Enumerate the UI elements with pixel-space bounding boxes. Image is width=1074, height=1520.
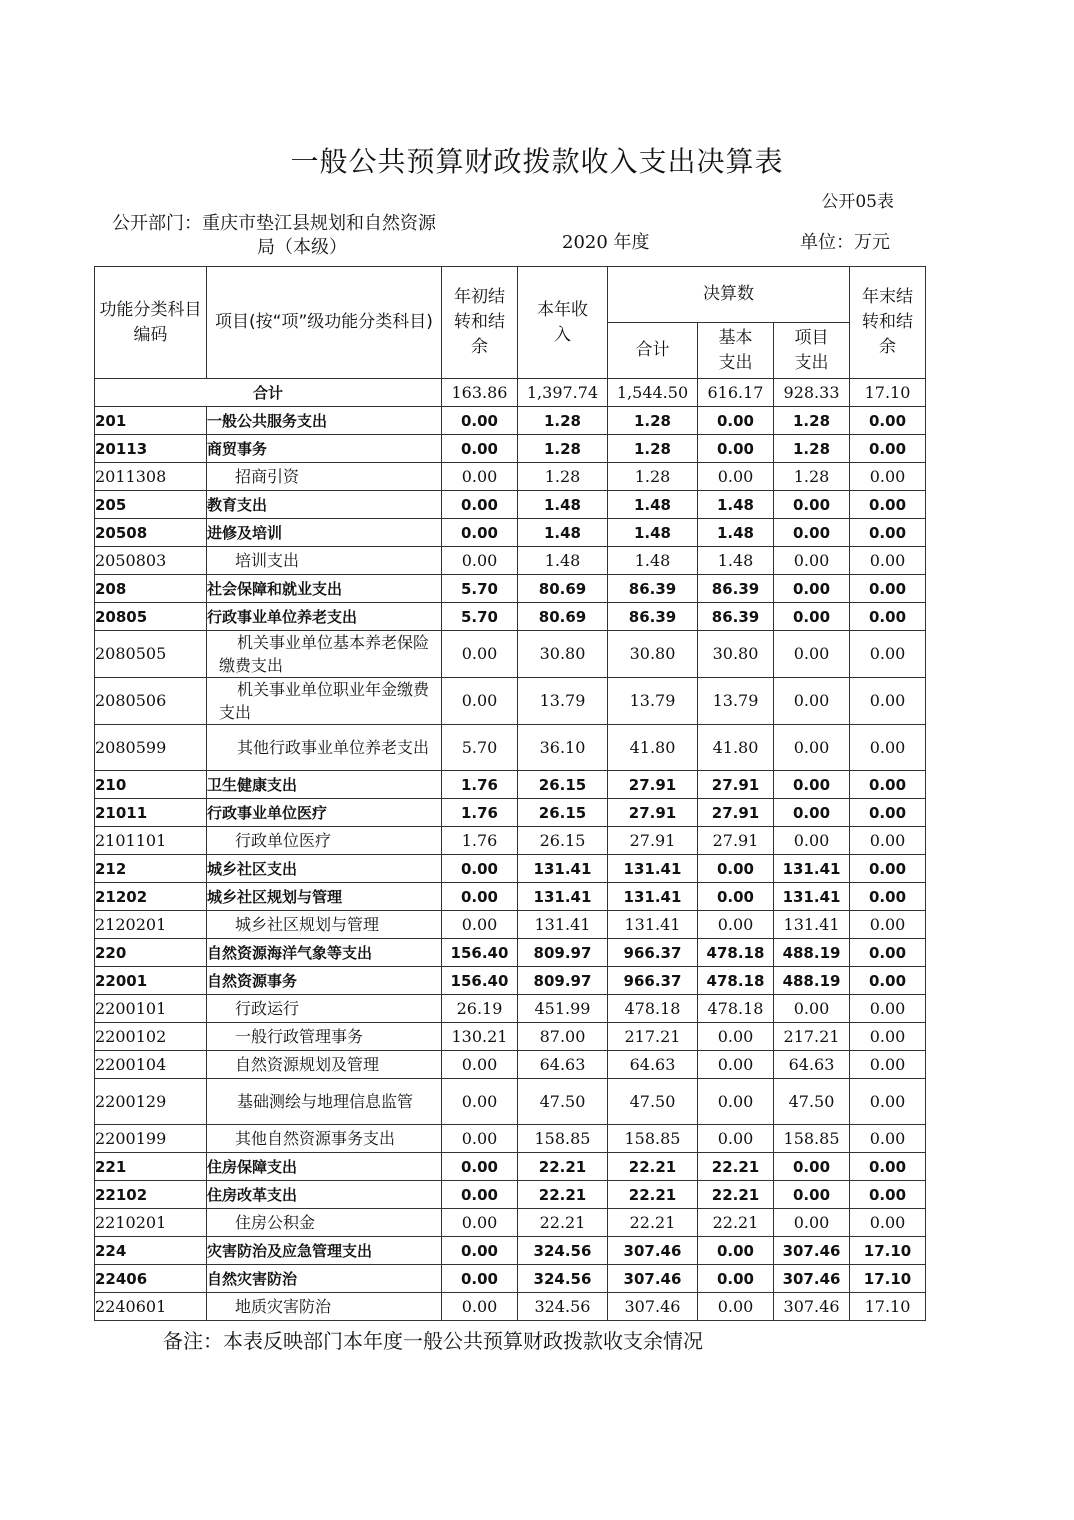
- row-name: 基础测绘与地理信息监管: [207, 1079, 442, 1125]
- row-value: 17.10: [850, 1265, 926, 1293]
- row-value: 1.28: [774, 407, 850, 435]
- row-value: 0.00: [442, 1125, 518, 1153]
- table-row: [95, 678, 926, 725]
- row-name: 行政运行: [207, 995, 442, 1023]
- row-value: 307.46: [608, 1237, 698, 1265]
- row-value: 0.00: [774, 771, 850, 799]
- row-code: 2080506: [95, 678, 207, 725]
- row-value: 0.00: [850, 1181, 926, 1209]
- row-value: 0.00: [698, 1125, 774, 1153]
- row-value: 1.76: [442, 827, 518, 855]
- header-income: 本年收入: [518, 267, 608, 379]
- row-value: 86.39: [608, 603, 698, 631]
- row-value: 307.46: [774, 1265, 850, 1293]
- header-name: 项目(按“项”级功能分类科目): [207, 267, 442, 379]
- row-value: 0.00: [850, 575, 926, 603]
- row-value: 0.00: [442, 1265, 518, 1293]
- fiscal-year: 2020 年度: [562, 232, 650, 253]
- row-value: 0.00: [698, 1265, 774, 1293]
- header-final-accounts: 决算数: [608, 267, 850, 323]
- row-value: 86.39: [608, 575, 698, 603]
- row-value: 0.00: [442, 1153, 518, 1181]
- row-name: 其他自然资源事务支出: [207, 1125, 442, 1153]
- row-code: 2101101: [95, 827, 207, 855]
- row-value: 1.28: [608, 463, 698, 491]
- row-value: 0.00: [442, 1237, 518, 1265]
- row-value: 324.56: [518, 1293, 608, 1321]
- row-value: 1.28: [608, 407, 698, 435]
- row-value: 0.00: [850, 995, 926, 1023]
- row-value: 131.41: [518, 883, 608, 911]
- row-value: 80.69: [518, 575, 608, 603]
- row-value: 0.00: [442, 1209, 518, 1237]
- table-row: [95, 1293, 926, 1321]
- row-code: 221: [95, 1153, 207, 1181]
- row-name: 自然资源规划及管理: [207, 1051, 442, 1079]
- row-value: 966.37: [608, 939, 698, 967]
- table-row: [95, 995, 926, 1023]
- row-value: 0.00: [850, 1153, 926, 1181]
- row-value: 156.40: [442, 967, 518, 995]
- row-value: 0.00: [442, 463, 518, 491]
- row-value: 0.00: [850, 463, 926, 491]
- table-row: [95, 725, 926, 771]
- row-name: 培训支出: [207, 547, 442, 575]
- row-name: 城乡社区规划与管理: [207, 911, 442, 939]
- row-value: 0.00: [850, 771, 926, 799]
- page-title: 一般公共预算财政拨款收入支出决算表: [290, 145, 784, 178]
- row-code: 2200104: [95, 1051, 207, 1079]
- row-value: 27.91: [698, 799, 774, 827]
- row-value: 30.80: [518, 631, 608, 678]
- row-code: 208: [95, 575, 207, 603]
- row-value: 0.00: [442, 519, 518, 547]
- row-code: 22406: [95, 1265, 207, 1293]
- row-name: 行政事业单位医疗: [207, 799, 442, 827]
- row-code: 21011: [95, 799, 207, 827]
- row-value: 1.48: [608, 491, 698, 519]
- row-value: 478.18: [698, 995, 774, 1023]
- row-value: 488.19: [774, 967, 850, 995]
- row-code: 2011308: [95, 463, 207, 491]
- row-name: 机关事业单位职业年金缴费支出: [207, 678, 442, 725]
- table-row: [95, 939, 926, 967]
- total-label: 合计: [95, 379, 442, 407]
- row-value: 47.50: [518, 1079, 608, 1125]
- row-value: 130.21: [442, 1023, 518, 1051]
- row-name: 卫生健康支出: [207, 771, 442, 799]
- row-value: 0.00: [442, 883, 518, 911]
- row-value: 809.97: [518, 967, 608, 995]
- row-code: 210: [95, 771, 207, 799]
- row-value: 131.41: [774, 883, 850, 911]
- row-value: 22.21: [518, 1181, 608, 1209]
- table-row: [95, 799, 926, 827]
- row-value: 0.00: [442, 855, 518, 883]
- department-label: [112, 212, 512, 260]
- row-value: 0.00: [850, 911, 926, 939]
- row-value: 26.15: [518, 827, 608, 855]
- table-row: [95, 407, 926, 435]
- row-value: 0.00: [850, 678, 926, 725]
- row-value: 0.00: [774, 1209, 850, 1237]
- table-row: [95, 1051, 926, 1079]
- table-row: [95, 435, 926, 463]
- row-value: 0.00: [442, 1293, 518, 1321]
- header-code: 功能分类科目编码: [95, 267, 207, 379]
- row-value: 158.85: [608, 1125, 698, 1153]
- row-value: 0.00: [850, 435, 926, 463]
- row-value: 0.00: [774, 603, 850, 631]
- row-value: 0.00: [850, 725, 926, 771]
- row-code: 2200101: [95, 995, 207, 1023]
- row-value: 22.21: [608, 1181, 698, 1209]
- row-name: 行政单位医疗: [207, 827, 442, 855]
- row-code: 20508: [95, 519, 207, 547]
- row-value: 0.00: [850, 855, 926, 883]
- row-value: 0.00: [698, 1237, 774, 1265]
- row-value: 0.00: [442, 547, 518, 575]
- row-value: 131.41: [518, 855, 608, 883]
- row-name: 灾害防治及应急管理支出: [207, 1237, 442, 1265]
- row-value: 1.28: [518, 407, 608, 435]
- row-value: 0.00: [850, 1051, 926, 1079]
- row-value: 0.00: [442, 631, 518, 678]
- row-value: 27.91: [608, 827, 698, 855]
- row-value: 86.39: [698, 603, 774, 631]
- row-value: 0.00: [850, 1125, 926, 1153]
- row-value: 158.85: [518, 1125, 608, 1153]
- row-value: 22.21: [698, 1209, 774, 1237]
- row-value: 307.46: [774, 1237, 850, 1265]
- row-code: 201: [95, 407, 207, 435]
- row-name: 自然资源事务: [207, 967, 442, 995]
- table-row: [95, 855, 926, 883]
- row-value: 26.19: [442, 995, 518, 1023]
- row-value: 0.00: [698, 911, 774, 939]
- row-value: 0.00: [850, 631, 926, 678]
- row-name: 地质灾害防治: [207, 1293, 442, 1321]
- table-row: [95, 1181, 926, 1209]
- row-name: 社会保障和就业支出: [207, 575, 442, 603]
- row-value: 0.00: [850, 939, 926, 967]
- row-value: 131.41: [518, 911, 608, 939]
- row-value: 1.76: [442, 771, 518, 799]
- row-value: 0.00: [850, 603, 926, 631]
- table-row: [95, 575, 926, 603]
- table-row: [95, 1125, 926, 1153]
- row-value: 0.00: [698, 1293, 774, 1321]
- row-value: 0.00: [774, 995, 850, 1023]
- row-value: 966.37: [608, 967, 698, 995]
- form-number: 公开05表: [821, 192, 894, 212]
- total-cell: 928.33: [774, 379, 850, 407]
- row-value: 0.00: [850, 883, 926, 911]
- row-value: 1.48: [608, 519, 698, 547]
- row-value: 0.00: [442, 678, 518, 725]
- row-code: 2080599: [95, 725, 207, 771]
- row-code: 22102: [95, 1181, 207, 1209]
- total-cell: 616.17: [698, 379, 774, 407]
- row-value: 0.00: [698, 1023, 774, 1051]
- row-value: 156.40: [442, 939, 518, 967]
- row-value: 47.50: [608, 1079, 698, 1125]
- row-name: 一般行政管理事务: [207, 1023, 442, 1051]
- row-value: 131.41: [774, 855, 850, 883]
- row-value: 0.00: [774, 725, 850, 771]
- total-row: [95, 379, 926, 407]
- total-cell: 1,397.74: [518, 379, 608, 407]
- row-code: 212: [95, 855, 207, 883]
- total-cell: 163.86: [442, 379, 518, 407]
- row-value: 1.48: [518, 491, 608, 519]
- row-value: 0.00: [442, 911, 518, 939]
- row-value: 0.00: [442, 1051, 518, 1079]
- row-value: 27.91: [608, 771, 698, 799]
- row-value: 27.91: [698, 827, 774, 855]
- row-value: 22.21: [518, 1153, 608, 1181]
- table-row: [95, 491, 926, 519]
- row-value: 478.18: [698, 939, 774, 967]
- table-row: [95, 967, 926, 995]
- row-value: 47.50: [774, 1079, 850, 1125]
- row-code: 2200129: [95, 1079, 207, 1125]
- row-value: 131.41: [608, 855, 698, 883]
- header-project: 项目支出: [774, 323, 850, 379]
- row-value: 0.00: [698, 855, 774, 883]
- row-name: 机关事业单位基本养老保险缴费支出: [207, 631, 442, 678]
- row-value: 64.63: [518, 1051, 608, 1079]
- row-name: 自然资源海洋气象等支出: [207, 939, 442, 967]
- row-value: 41.80: [698, 725, 774, 771]
- row-code: 22001: [95, 967, 207, 995]
- row-value: 13.79: [608, 678, 698, 725]
- row-value: 13.79: [518, 678, 608, 725]
- row-value: 27.91: [698, 771, 774, 799]
- row-value: 0.00: [850, 491, 926, 519]
- row-code: 20805: [95, 603, 207, 631]
- header-end-balance: 年末结转和结余: [850, 267, 926, 379]
- row-value: 307.46: [774, 1293, 850, 1321]
- total-cell: 17.10: [850, 379, 926, 407]
- row-value: 488.19: [774, 939, 850, 967]
- department-label-line2: 局（本级）: [257, 237, 347, 258]
- row-value: 0.00: [774, 827, 850, 855]
- row-value: 0.00: [774, 678, 850, 725]
- row-value: 0.00: [442, 407, 518, 435]
- row-value: 0.00: [774, 1181, 850, 1209]
- row-value: 26.15: [518, 771, 608, 799]
- row-value: 0.00: [698, 883, 774, 911]
- row-value: 1.28: [518, 463, 608, 491]
- row-code: 2120201: [95, 911, 207, 939]
- row-value: 1.28: [608, 435, 698, 463]
- row-value: 0.00: [774, 519, 850, 547]
- row-value: 5.70: [442, 603, 518, 631]
- row-value: 30.80: [698, 631, 774, 678]
- department-label-line1: 公开部门：重庆市垫江县规划和自然资源: [112, 213, 436, 234]
- row-code: 20113: [95, 435, 207, 463]
- table-row: [95, 547, 926, 575]
- row-value: 158.85: [774, 1125, 850, 1153]
- row-value: 0.00: [774, 631, 850, 678]
- table-row: [95, 1209, 926, 1237]
- row-value: 22.21: [608, 1209, 698, 1237]
- row-code: 2050803: [95, 547, 207, 575]
- row-value: 41.80: [608, 725, 698, 771]
- row-value: 5.70: [442, 575, 518, 603]
- row-name: 其他行政事业单位养老支出: [207, 725, 442, 771]
- report-meta: [112, 212, 912, 268]
- row-value: 1.48: [518, 547, 608, 575]
- row-value: 22.21: [698, 1181, 774, 1209]
- row-value: 17.10: [850, 1293, 926, 1321]
- row-code: 21202: [95, 883, 207, 911]
- row-value: 0.00: [850, 799, 926, 827]
- table-row: [95, 911, 926, 939]
- row-name: 住房保障支出: [207, 1153, 442, 1181]
- row-value: 131.41: [608, 911, 698, 939]
- row-value: 22.21: [608, 1153, 698, 1181]
- row-value: 1.28: [518, 435, 608, 463]
- row-code: 2200199: [95, 1125, 207, 1153]
- row-code: 2200102: [95, 1023, 207, 1051]
- row-value: 0.00: [698, 1051, 774, 1079]
- row-value: 1.48: [698, 491, 774, 519]
- row-value: 80.69: [518, 603, 608, 631]
- row-value: 86.39: [698, 575, 774, 603]
- table-row: [95, 1079, 926, 1125]
- row-value: 1.28: [774, 463, 850, 491]
- row-value: 64.63: [608, 1051, 698, 1079]
- footnote: 备注：本表反映部门本年度一般公共预算财政拨款收支余情况: [163, 1329, 703, 1353]
- table-row: [95, 1023, 926, 1051]
- row-value: 0.00: [442, 435, 518, 463]
- row-value: 478.18: [698, 967, 774, 995]
- row-value: 0.00: [850, 547, 926, 575]
- row-value: 0.00: [698, 463, 774, 491]
- row-value: 0.00: [850, 967, 926, 995]
- currency-unit: 单位：万元: [800, 232, 890, 253]
- row-value: 0.00: [850, 1023, 926, 1051]
- row-value: 1.48: [698, 519, 774, 547]
- row-name: 自然灾害防治: [207, 1265, 442, 1293]
- row-name: 住房改革支出: [207, 1181, 442, 1209]
- row-name: 教育支出: [207, 491, 442, 519]
- row-value: 0.00: [850, 407, 926, 435]
- row-value: 0.00: [850, 1209, 926, 1237]
- row-code: 205: [95, 491, 207, 519]
- row-code: 2210201: [95, 1209, 207, 1237]
- table-row: [95, 827, 926, 855]
- row-value: 0.00: [698, 1079, 774, 1125]
- table-row: [95, 1265, 926, 1293]
- row-value: 0.00: [774, 799, 850, 827]
- row-value: 22.21: [698, 1153, 774, 1181]
- total-cell: 1,544.50: [608, 379, 698, 407]
- row-value: 809.97: [518, 939, 608, 967]
- row-value: 0.00: [850, 827, 926, 855]
- row-code: 2080505: [95, 631, 207, 678]
- row-value: 131.41: [774, 911, 850, 939]
- row-value: 1.48: [698, 547, 774, 575]
- row-name: 城乡社区规划与管理: [207, 883, 442, 911]
- row-value: 1.28: [774, 435, 850, 463]
- row-value: 217.21: [608, 1023, 698, 1051]
- row-value: 87.00: [518, 1023, 608, 1051]
- table-row: [95, 463, 926, 491]
- budget-table: [94, 266, 926, 1321]
- row-value: 0.00: [774, 575, 850, 603]
- row-name: 一般公共服务支出: [207, 407, 442, 435]
- row-value: 0.00: [850, 519, 926, 547]
- row-value: 0.00: [442, 491, 518, 519]
- row-name: 商贸事务: [207, 435, 442, 463]
- row-value: 0.00: [774, 547, 850, 575]
- row-value: 0.00: [442, 1079, 518, 1125]
- row-name: 行政事业单位养老支出: [207, 603, 442, 631]
- row-name: 住房公积金: [207, 1209, 442, 1237]
- row-value: 307.46: [608, 1293, 698, 1321]
- table-body: [95, 379, 926, 1321]
- row-code: 220: [95, 939, 207, 967]
- row-value: 36.10: [518, 725, 608, 771]
- row-value: 0.00: [774, 1153, 850, 1181]
- table-row: [95, 631, 926, 678]
- row-value: 451.99: [518, 995, 608, 1023]
- row-value: 0.00: [442, 1181, 518, 1209]
- row-value: 0.00: [774, 491, 850, 519]
- row-value: 64.63: [774, 1051, 850, 1079]
- table-row: [95, 771, 926, 799]
- row-value: 13.79: [698, 678, 774, 725]
- row-value: 0.00: [698, 435, 774, 463]
- row-name: 进修及培训: [207, 519, 442, 547]
- row-value: 1.76: [442, 799, 518, 827]
- row-value: 22.21: [518, 1209, 608, 1237]
- table-row: [95, 603, 926, 631]
- row-value: 30.80: [608, 631, 698, 678]
- row-value: 5.70: [442, 725, 518, 771]
- row-value: 27.91: [608, 799, 698, 827]
- row-value: 26.15: [518, 799, 608, 827]
- row-name: 城乡社区支出: [207, 855, 442, 883]
- row-code: 2240601: [95, 1293, 207, 1321]
- row-value: 324.56: [518, 1237, 608, 1265]
- row-value: 0.00: [698, 407, 774, 435]
- row-value: 1.48: [518, 519, 608, 547]
- table-row: [95, 519, 926, 547]
- header-begin-balance: 年初结转和结余: [442, 267, 518, 379]
- row-value: 131.41: [608, 883, 698, 911]
- row-value: 0.00: [850, 1079, 926, 1125]
- row-code: 224: [95, 1237, 207, 1265]
- header-total: 合计: [608, 323, 698, 379]
- row-value: 324.56: [518, 1265, 608, 1293]
- row-value: 1.48: [608, 547, 698, 575]
- row-value: 478.18: [608, 995, 698, 1023]
- row-value: 307.46: [608, 1265, 698, 1293]
- row-value: 17.10: [850, 1237, 926, 1265]
- row-value: 217.21: [774, 1023, 850, 1051]
- table-row: [95, 1153, 926, 1181]
- table-row: [95, 1237, 926, 1265]
- table-row: [95, 883, 926, 911]
- row-name: 招商引资: [207, 463, 442, 491]
- header-basic: 基本支出: [698, 323, 774, 379]
